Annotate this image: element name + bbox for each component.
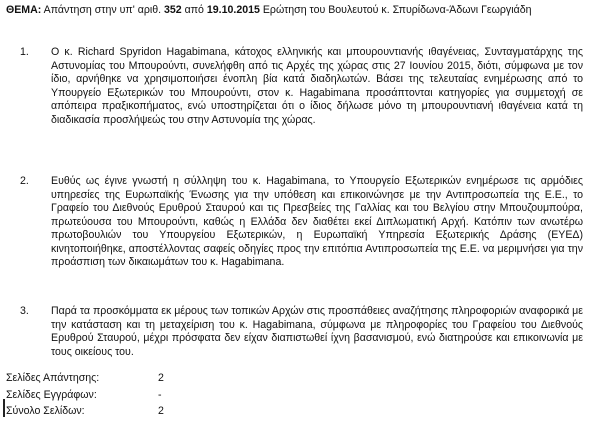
footer-value: -	[158, 389, 162, 401]
footer-value: 2	[158, 372, 164, 384]
paragraph-number: 3.	[20, 305, 29, 317]
paragraph-number: 2.	[20, 175, 29, 187]
subject-text-2: από	[181, 4, 207, 16]
footer-value: 2	[158, 405, 164, 417]
subject-text-1: Απάντηση στην υπ' αριθ.	[41, 4, 164, 16]
paragraph-text: Παρά τα προσκόμματα εκ μέρους των τοπικών Αρχών στις προσπάθειες αναζήτησης πληροφοριών αναφορικά με την κατάσταση και τη μεταχείριση του κ. Hagabimana, σύμφωνα με πληροφορίες του Γραφείου του Διεθνούς Ερυθρού Σταυρού, μέχρι πρόσφατα δεν είχαν διαπιστωθεί ίχνη βασανισμού, ενώ διατηρούσε και επικοινωνία με τους οικείους του.	[51, 305, 583, 358]
question-date: 19.10.2015	[206, 4, 260, 16]
footer-label: Σελίδες Εγγράφων:	[6, 389, 97, 401]
footer-row-document-pages	[6, 389, 162, 402]
footer-label: Σελίδες Απάντησης:	[6, 372, 100, 384]
question-number: 352	[163, 4, 182, 16]
paragraph-text: Ευθύς ως έγινε γνωστή η σύλληψη του κ. Hagabimana, το Υπουργείο Εξωτερικών ενημέρωσε τις αρμόδιες υπηρεσίες της Ευρωπαϊκής Ένωσης για την υπόθεση και επικοινώνησε με την Αντιπροσωπεία της Ε.Ε., το Γραφείο του Διεθνούς Ερυθρού Σταυρού και τις Πρεσβείες της Γαλλίας και του Βελγίου στην Μπουζουμπούρα, πρωτεύουσα του Μπουρούντι, καθώς η Ελλάδα δεν διαθέτει εκεί Διπλωματική Αρχή. Κατόπιν των ανωτέρω πρωτοβουλιών του Υπουργείου Εξωτερικών, η Ευρωπαϊκή Υπηρεσία Εξωτερικής Δράσης (ΕΥΕΔ) κινητοποιήθηκε, αποστέλλοντας σαφείς οδηγίες προς την επιτόπια Αντιπροσωπεία της Ε.Ε. να μεριμνήσει για την προάσπιση των δικαιωμάτων του κ. Hagabimana.	[51, 175, 583, 268]
subject-text-3: Ερώτηση του Βουλευτού κ. Σπυρίδωνα-Άδωνι Γεωργιάδη	[259, 4, 532, 16]
footer-label: Σύνολο Σελίδων:	[6, 405, 85, 417]
footer-row-answer-pages	[6, 372, 164, 385]
margin-mark	[3, 399, 5, 417]
footer-row-total-pages	[6, 405, 164, 418]
subject-label: ΘΕΜΑ:	[6, 4, 42, 16]
paragraph-text: Ο κ. Richard Spyridon Hagabimana, κάτοχος ελληνικής και μπουρουντιανής ιθαγένειας, Συνταγματάρχης της Αστυνομίας του Μπουρούντι, συνελήφθη από τις Αρχές της χώρας στις 27 Ιουνίου 2015, διότι, σύμφωνα με τον ίδιο, αρνήθηκε να χρησιμοποιήσει ένοπλη βία κατά διαδηλωτών. Βάσει της τελευταίας ενημέρωσης από το Υπουργείο Εξωτερικών του Μπουρούντι, στον κ. Hagabimana προσάπτονται κατηγορίες για συμμετοχή σε απόπειρα πραξικοπήματος, ενώ υποστηρίζεται ότι ο ίδιος δήλωσε μόνο τη μπουρουντιανή ιθαγένεια κατά τη διαδικασία προσλήψεώς του στην Αστυνομία της χώρας.	[51, 46, 583, 126]
paragraph-number: 1.	[20, 46, 29, 58]
subject-line	[6, 4, 596, 17]
